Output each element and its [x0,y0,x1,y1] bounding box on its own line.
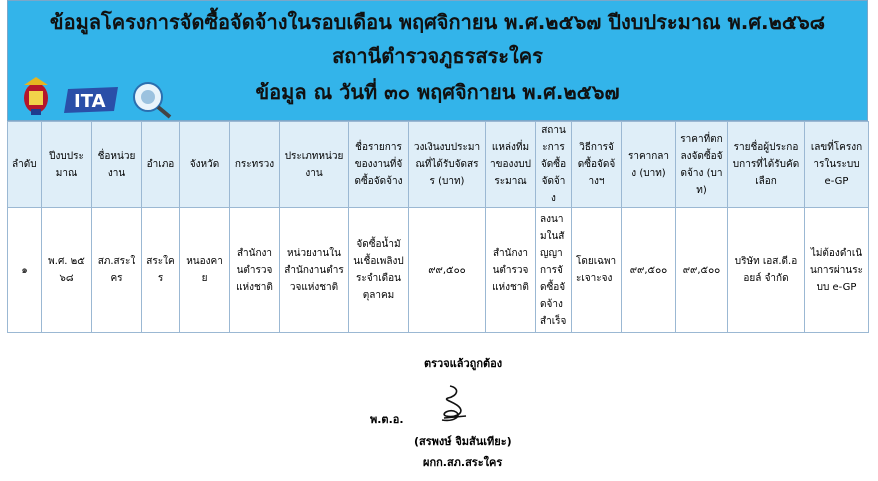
table-cell: ๙๙,๕๐๐ [622,208,676,333]
col-header: ราคาที่ตกลงจัดซื้อจัดจ้าง (บาท) [676,122,728,208]
col-header: ปีงบประมาณ [42,122,92,208]
itax-logo-icon [64,87,118,113]
title-banner [7,0,868,121]
col-header: สถานะการจัดซื้อจัดจ้าง [536,122,572,208]
table-cell: สระใคร [142,208,180,333]
table-cell: จัดซื้อน้ำมันเชื้อเพลิงประจำเดือนตุลาคม [349,208,409,333]
table-cell: สภ.สระใคร [92,208,142,333]
signer-position: ผกก.สภ.สระใคร [423,456,503,469]
col-header: วงเงินงบประมาณที่ได้รับจัดสรร (บาท) [409,122,486,208]
title-line-3: ข้อมูล ณ วันที่ ๓๐ พฤศจิกายน พ.ศ.๒๕๖๗ [255,80,620,104]
title-line-2: สถานีตำรวจภูธรสระใคร [332,44,543,68]
table-row [8,208,869,333]
police-emblem-icon [24,77,48,115]
table-cell: ไม่ต้องดำเนินการผ่านระบบ e-GP [805,208,869,333]
table-cell: หน่วยงานในสำนักงานตำรวจแห่งชาติ [280,208,349,333]
logo-group [18,73,178,119]
col-header: ราคากลาง (บาท) [622,122,676,208]
header-row [8,122,869,208]
col-header: รายชื่อผู้ประกอบการที่ได้รับคัดเลือก [728,122,805,208]
col-header: แหล่งที่มาของงบประมาณ [486,122,536,208]
table-cell: หนองคาย [180,208,230,333]
certified-label: ตรวจแล้วถูกต้อง [424,357,503,370]
col-header: ชื่อหน่วยงาน [92,122,142,208]
procurement-table [7,121,869,333]
table-cell: ๙๙,๕๐๐ [676,208,728,333]
magnifier-icon [134,83,170,117]
col-header: กระทรวง [230,122,280,208]
signer-name: (สรพงษ์ จิมสันเทียะ) [414,435,512,448]
title-line-1: ข้อมูลโครงการจัดซื้อจัดจ้างในรอบเดือน พฤศจิกายน พ.ศ.๒๕๖๗ ปีงบประมาณ พ.ศ.๒๕๖๘ [49,10,826,34]
col-header: ลำดับ [8,122,42,208]
table-cell: บริษัท เอส.ดี.ออยล์ จำกัด [728,208,805,333]
document-sheet [7,0,868,333]
signer-rank: พ.ต.อ. [370,413,404,426]
table-cell: สำนักงานตำรวจแห่งชาติ [486,208,536,333]
table-cell: ๑ [8,208,42,333]
handwritten-signature-icon [436,382,472,424]
svg-text:ITA: ITA [74,91,106,112]
col-header: เลขที่โครงการในระบบ e-GP [805,122,869,208]
table-cell: โดยเฉพาะเจาะจง [572,208,622,333]
col-header: วิธีการจัดซื้อจัดจ้างฯ [572,122,622,208]
col-header: อำเภอ [142,122,180,208]
table-cell: สำนักงานตำรวจแห่งชาติ [230,208,280,333]
col-header: ชื่อรายการของงานที่จัดซื้อจัดจ้าง [349,122,409,208]
table-cell: พ.ศ. ๒๕๖๘ [42,208,92,333]
table-cell: ๙๙,๕๐๐ [409,208,486,333]
table-cell: ลงนามในสัญญาการจัดซื้อจัดจ้างสำเร็จ [536,208,572,333]
col-header: จังหวัด [180,122,230,208]
col-header: ประเภทหน่วยงาน [280,122,349,208]
